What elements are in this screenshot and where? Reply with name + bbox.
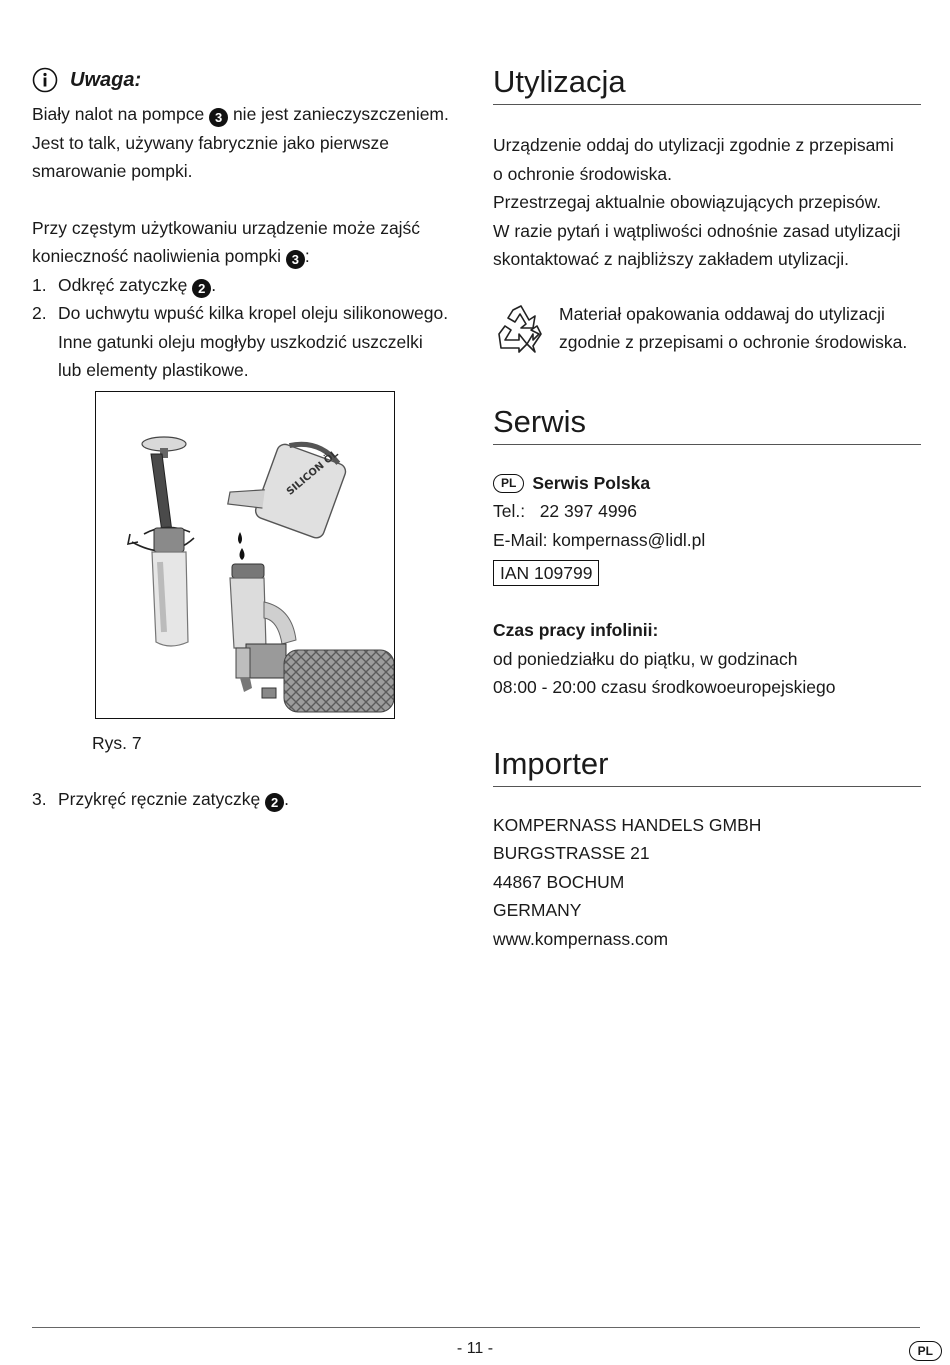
footer-country-badge: PL [909, 1341, 942, 1361]
oil-can-label: SILICON ÖL [284, 447, 341, 498]
note-title: Uwaga: [70, 68, 142, 91]
importer-line: BURGSTRASSE 21 [493, 843, 650, 863]
packaging-text: Materiał opakowania oddawaj do utylizacji [559, 303, 885, 324]
part-number-badge: 2 [192, 279, 211, 298]
note-line: Jest to talk, używany fabrycznie jako pierwsze [32, 132, 389, 153]
importer-line: KOMPERNASS HANDELS GMBH [493, 814, 762, 835]
hours-text: 08:00 - 20:00 czasu środkowoeuropejskiego [493, 677, 836, 697]
disposal-text: skontaktować z najbliższy zakładem utylizacji. [493, 249, 849, 269]
ian-box: IAN 109799 [493, 560, 599, 586]
step-item: 1. Odkręć zatyczkę 2 . [32, 274, 217, 296]
left-column [32, 62, 464, 814]
service-phone: Tel.: 22 397 4996 [493, 501, 638, 521]
oiling-illustration [96, 392, 394, 718]
heading-utylizacja: Utylizacja [493, 62, 921, 105]
recycle-icon [493, 302, 549, 358]
service-email: E-Mail: kompernass@lidl.pl [493, 529, 706, 550]
disposal-text: Urządzenie oddaj do utylizacji zgodnie z przepisami [493, 135, 894, 155]
importer-line: www.kompernass.com [493, 928, 669, 949]
step-item: 2. Do uchwytu wpuść kilka kropel oleju silikonowego. Inne gatunki oleju mogłyby uszkodzić uszczelki lub elementy plastikowe. [32, 303, 449, 380]
right-column [493, 62, 921, 953]
hours-title: Czas pracy infolinii: [493, 620, 659, 640]
note-line: smarowanie pompki. [32, 161, 193, 181]
info-icon [32, 67, 58, 93]
disposal-text: Przestrzegaj aktualnie obowiązujących przepisów. [493, 192, 882, 212]
packaging-text: zgodnie z przepisami o ochronie środowiska. [559, 332, 908, 352]
oiling-text: Przy częstym użytkowaniu urządzenie może zajść [32, 217, 421, 238]
oiling-steps-cont [32, 785, 464, 814]
country-badge: PL [493, 474, 524, 493]
part-number-badge: 3 [209, 108, 228, 127]
packaging-note [493, 300, 921, 358]
heading-importer: Importer [493, 744, 921, 787]
disposal-text: W razie pytań i wątpliwości odnośnie zasad utylizacji [493, 220, 901, 241]
oiling-steps [32, 271, 464, 385]
figure-oiling-illustration [95, 391, 395, 719]
part-number-badge: 2 [265, 793, 284, 812]
importer-line: 44867 BOCHUM [493, 871, 625, 892]
hours-text: od poniedziałku do piątku, w godzinach [493, 648, 798, 669]
figure-caption: Rys. 7 [92, 732, 142, 753]
page-number: - 11 - [456, 1340, 494, 1357]
part-number-badge: 3 [286, 250, 305, 269]
importer-line: GERMANY [493, 900, 582, 920]
note-header [32, 62, 464, 98]
note-line: Biały nalot na pompce 3 nie jest zanieczyszczeniem. [32, 104, 449, 125]
oiling-text: konieczność naoliwienia pompki 3 : [32, 246, 310, 267]
disposal-text: o ochronie środowiska. [493, 163, 672, 184]
step-item: 3. Przykręć ręcznie zatyczkę 2 . [32, 789, 290, 810]
heading-serwis: Serwis [493, 402, 921, 445]
footer-divider [32, 1327, 920, 1328]
service-title: PL Serwis Polska [493, 469, 921, 498]
